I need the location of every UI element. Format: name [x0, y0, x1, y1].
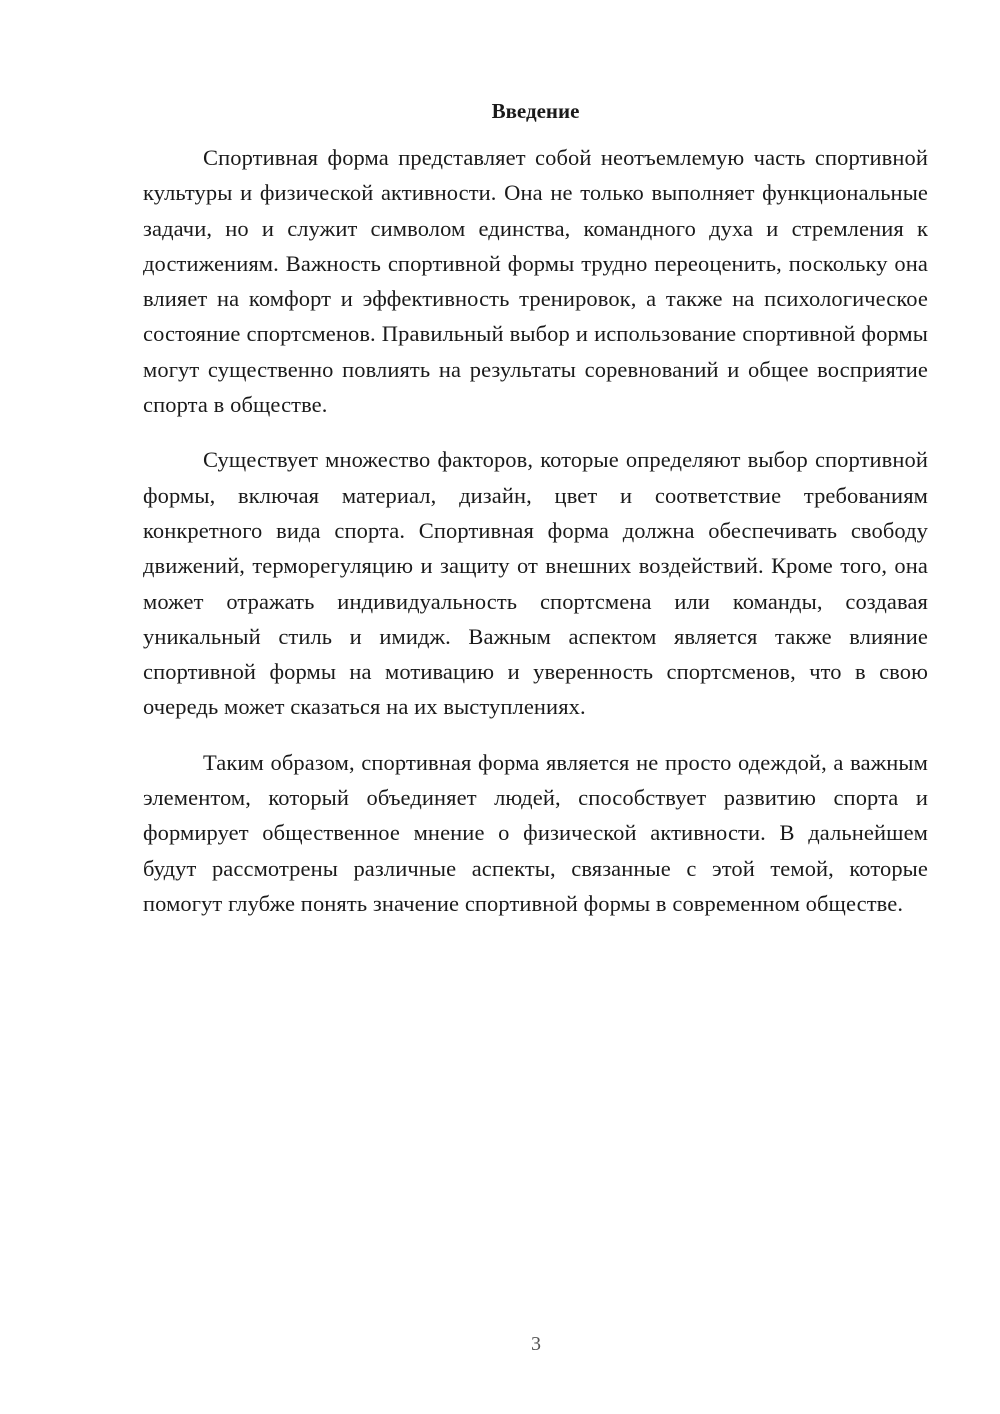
page-content: [143, 96, 928, 941]
paragraph-3: Таким образом, спортивная форма является не просто одеждой, а важным элементом, который объединяет людей, способствует развитию спорта и формирует общественное мнение о физической активности. В дальнейшем будут рассмотрены различные аспекты, связанные с этой темой, которые помогут глубже понять значение спортивной формы в современном обществе.: [143, 749, 928, 916]
section-heading: Введение: [491, 99, 580, 123]
page-number: 3: [531, 1333, 541, 1355]
paragraph-2: Существует множество факторов, которые определяют выбор спортивной формы, включая материал, дизайн, цвет и соответствие требованиям конкретного вида спорта. Спортивная форма должна обеспечивать свободу движений, терморегуляцию и защиту от внешних воздействий. Кроме того, она может отражать индивидуальность спортсмена или команды, создавая уникальный стиль и имидж. Важным аспектом является также влияние спортивной формы на мотивацию и уверенность спортсменов, что в свою очередь может сказаться на их выступлениях.: [143, 447, 928, 720]
paragraph-1: Спортивная форма представляет собой неотъемлемую часть спортивной культуры и физической активности. Она не только выполняет функциональные задачи, но и служит символом единства, командного духа и стремления к достижениям. Важность спортивной формы трудно переоценить, поскольку она влияет на комфорт и эффективность тренировок, а также на психологическое состояние спортсменов. Правильный выбор и использование спортивной формы могут существенно повлиять на результаты соревнований и общее восприятие спорта в обществе.: [143, 145, 928, 418]
